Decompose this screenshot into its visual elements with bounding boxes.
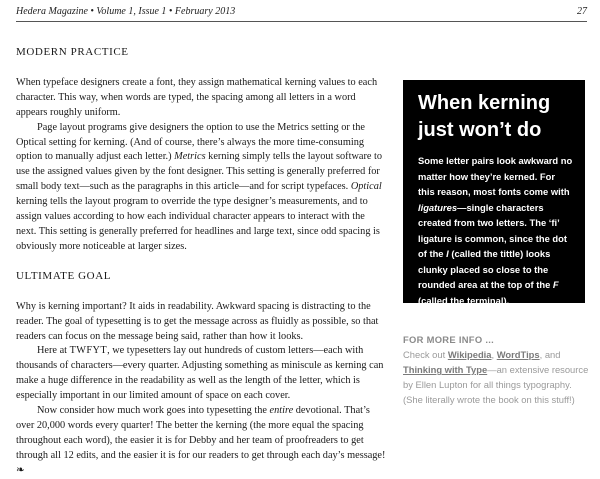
sidebar-body: Some letter pairs look awkward no matter how they’re kerned. For this reason, most fonts come with ligatures—single characters created from two letters. The ‘fi’ ligature is common, since the dot of the I (called the tittle) looks clunky placed so close to the rounded area at the top of the F (called the terminal). — [418, 155, 573, 306]
sidebar-callout — [403, 80, 585, 306]
magazine-title: Hedera Magazine • Volume 1, Issue 1 • February 2013 — [16, 6, 236, 17]
paragraph: When typeface designers create a font, they assign mathematical kerning values to each character. This way, when words are typed, the spacing among all letters in a word appears roughly uniform. — [16, 76, 378, 118]
link-wikipedia[interactable]: Wikipedia — [447, 349, 492, 360]
header-rule — [16, 21, 587, 22]
fleuron-icon: ❧ — [16, 464, 25, 476]
paragraph: Here at TWFYT, we typesetters lay out hundreds of custom letters—each with thousands of characters—every quarter. Adjusting something as miniscule as kerning can make a huge difference in the readability as well as the length of the letter, which is especially important in our limited amount of space on each cover. — [16, 345, 384, 402]
page-number: 27 — [577, 6, 587, 17]
link-thinking-with-type[interactable]: Thinking with Type — [403, 364, 488, 375]
paragraph: Now consider how much work goes into typesetting the entire devotional. That’s over 20,000 words every quarter! The better the kerning (the more equal the spacing throughout each word), the easier it is for Debby and her team of proofreaders to get through all 12 edits, and the easier it is for our readers to get through each day’s message! ❧ — [16, 405, 386, 476]
paragraph: Page layout programs give designers the option to use the Metrics setting or the Optical setting for kerning. (And of course, there’s always the more time-consuming option to manually adjust each letter.) Metrics kerning simply tells the layout software to use the assigned values given by the font designer. This setting is generally preferred for small body text—such as the paragraphs in this article—and for script typefaces. Optical kerning tells the layout program to override the type designer’s measurements, and to assign values according to how each individual character appears to interact with the next. This setting is generally preferred for headlines and large text, since odd spacing is obviously more noticeable at larger sizes. — [16, 121, 383, 252]
paragraph: Why is kerning important? It aids in readability. Awkward spacing is distracting to the reader. The goal of typesetting is to get the message across as fluidly as possible, so that readers can focus on the message being said, rather than how it looks. — [16, 300, 379, 342]
more-info-heading: FOR MORE INFO ... — [403, 334, 495, 345]
link-wordtips[interactable]: WordTips — [496, 349, 540, 360]
running-header — [16, 6, 587, 20]
more-info-box — [403, 332, 589, 407]
sidebar-heading: When kerning just won’t do — [418, 92, 551, 141]
section-heading-ultimate-goal: ULTIMATE GOAL — [16, 269, 112, 282]
article-body — [16, 45, 386, 479]
more-info-text: Check out Wikipedia, WordTips, and Thinking with Type—an extensive resource by Ellen Lupton for all things typography. (She literally wrote the book on this stuff!) — [403, 349, 589, 405]
section-heading-modern-practice: MODERN PRACTICE — [16, 46, 129, 58]
